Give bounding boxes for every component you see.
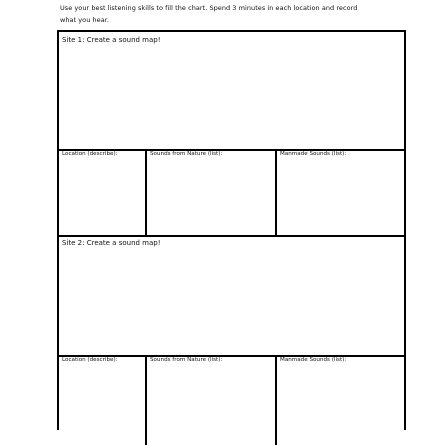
site-1-manmade-sounds-cell[interactable] — [275, 149, 404, 235]
site-1-map-title: Site 1: Create a sound map! — [62, 36, 161, 44]
site-2-nature-sounds-cell[interactable] — [145, 355, 275, 445]
site-1-manmade-sounds-label: Manmade Sounds (list): — [280, 151, 347, 157]
site-1-notes-row — [59, 149, 404, 237]
site-1-nature-sounds-cell[interactable] — [145, 149, 275, 235]
site-2-map-title: Site 2: Create a sound map! — [62, 239, 161, 247]
site-1-map-area[interactable] — [59, 32, 404, 151]
site-1-nature-sounds-label: Sounds from Nature (list): — [150, 151, 223, 157]
instructions — [60, 2, 400, 26]
site-2-location-cell[interactable] — [59, 355, 145, 445]
site-2-map-area[interactable] — [59, 235, 404, 357]
site-2-notes-row — [59, 355, 404, 445]
site-1-location-cell[interactable] — [59, 149, 145, 235]
site-2-nature-sounds-label: Sounds from Nature (list): — [150, 357, 223, 363]
site-2-manmade-sounds-label: Manmade Sounds (list): — [280, 357, 347, 363]
instructions-line-2: what you hear. — [60, 16, 109, 24]
site-2-manmade-sounds-cell[interactable] — [275, 355, 404, 445]
site-1-location-label: Location (describe): — [62, 151, 118, 157]
sound-map-worksheet — [57, 30, 406, 430]
instructions-line-1: Use your best listening skills to fill the chart. Spend 3 minutes in each location and record — [60, 4, 358, 12]
site-2-location-label: Location (describe): — [62, 357, 118, 363]
